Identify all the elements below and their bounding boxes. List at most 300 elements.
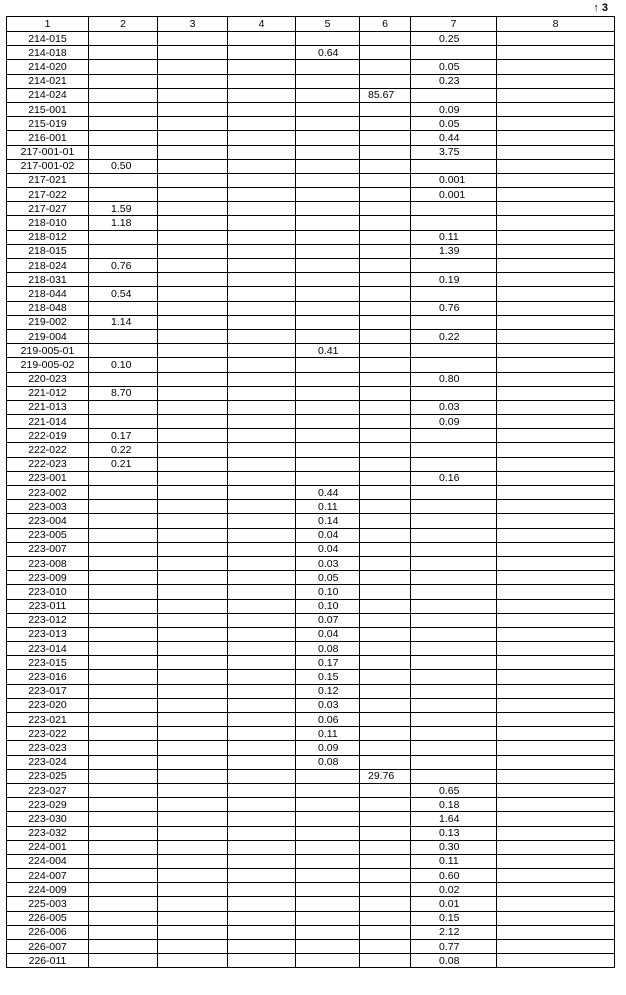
value-cell-col-4: [228, 202, 296, 216]
value-cell-col-8: [497, 769, 615, 783]
value-cell-col-3: [158, 812, 228, 826]
table-row: [7, 429, 615, 443]
value-cell-col-6: [360, 571, 411, 585]
table-row: [7, 812, 615, 826]
value-cell-col-4: [228, 145, 296, 159]
value-cell-col-3: [158, 102, 228, 116]
value-cell-col-5: 0.05: [296, 571, 360, 585]
row-code-cell: 214-018: [7, 46, 89, 60]
value-cell-col-5: [296, 230, 360, 244]
row-code-cell: 217-021: [7, 173, 89, 187]
value-cell-col-5: 0.44: [296, 486, 360, 500]
value-cell-col-6: [360, 684, 411, 698]
value-cell-col-6: [360, 159, 411, 173]
value-cell-col-3: [158, 826, 228, 840]
column-header-1: 1: [7, 17, 89, 32]
value-cell-col-4: [228, 755, 296, 769]
value-cell-col-3: [158, 429, 228, 443]
value-cell-col-5: [296, 400, 360, 414]
value-cell-col-5: [296, 244, 360, 258]
table-row: [7, 344, 615, 358]
value-cell-col-5: 0.08: [296, 642, 360, 656]
value-cell-col-7: [411, 46, 497, 60]
table-row: [7, 840, 615, 854]
value-cell-col-7: [411, 315, 497, 329]
value-cell-col-8: [497, 386, 615, 400]
value-cell-col-3: [158, 117, 228, 131]
value-cell-col-4: [228, 216, 296, 230]
value-cell-col-2: [89, 883, 158, 897]
value-cell-col-2: [89, 415, 158, 429]
value-cell-col-3: [158, 883, 228, 897]
value-cell-col-4: [228, 471, 296, 485]
value-cell-col-5: [296, 798, 360, 812]
value-cell-col-6: [360, 542, 411, 556]
table-row: [7, 883, 615, 897]
value-cell-col-2: [89, 769, 158, 783]
value-cell-col-5: [296, 202, 360, 216]
row-code-cell: 223-010: [7, 585, 89, 599]
value-cell-col-7: [411, 542, 497, 556]
table-row: [7, 670, 615, 684]
value-cell-col-8: [497, 60, 615, 74]
value-cell-col-5: 0.03: [296, 698, 360, 712]
table-body: [7, 32, 615, 968]
value-cell-col-7: [411, 159, 497, 173]
column-header-5: 5: [296, 17, 360, 32]
value-cell-col-7: 0.05: [411, 60, 497, 74]
value-cell-col-7: [411, 287, 497, 301]
value-cell-col-6: [360, 74, 411, 88]
value-cell-col-8: [497, 88, 615, 102]
value-cell-col-3: [158, 301, 228, 315]
value-cell-col-3: [158, 471, 228, 485]
table-row: [7, 627, 615, 641]
value-cell-col-6: [360, 656, 411, 670]
value-cell-col-3: [158, 556, 228, 570]
value-cell-col-7: 0.03: [411, 400, 497, 414]
value-cell-col-8: [497, 32, 615, 46]
value-cell-col-8: [497, 571, 615, 585]
table-row: [7, 684, 615, 698]
value-cell-col-4: [228, 727, 296, 741]
value-cell-col-2: [89, 273, 158, 287]
value-cell-col-4: [228, 60, 296, 74]
value-cell-col-4: [228, 244, 296, 258]
value-cell-col-6: [360, 443, 411, 457]
value-cell-col-5: [296, 940, 360, 954]
value-cell-col-4: [228, 940, 296, 954]
value-cell-col-2: [89, 826, 158, 840]
value-cell-col-2: [89, 897, 158, 911]
value-cell-col-8: [497, 713, 615, 727]
value-cell-col-5: [296, 259, 360, 273]
value-cell-col-7: [411, 358, 497, 372]
table-row: [7, 74, 615, 88]
table-row: [7, 117, 615, 131]
value-cell-col-7: 0.16: [411, 471, 497, 485]
value-cell-col-5: 0.14: [296, 514, 360, 528]
value-cell-col-2: [89, 514, 158, 528]
value-cell-col-5: 0.08: [296, 755, 360, 769]
value-cell-col-8: [497, 287, 615, 301]
value-cell-col-4: [228, 613, 296, 627]
value-cell-col-4: [228, 883, 296, 897]
value-cell-col-8: [497, 145, 615, 159]
value-cell-col-2: [89, 627, 158, 641]
value-cell-col-5: [296, 386, 360, 400]
value-cell-col-3: [158, 244, 228, 258]
value-cell-col-6: [360, 32, 411, 46]
value-cell-col-4: [228, 911, 296, 925]
value-cell-col-7: [411, 599, 497, 613]
value-cell-col-6: [360, 344, 411, 358]
value-cell-col-3: [158, 443, 228, 457]
value-cell-col-6: [360, 585, 411, 599]
table-row: [7, 188, 615, 202]
value-cell-col-8: [497, 883, 615, 897]
value-cell-col-8: [497, 627, 615, 641]
value-cell-col-2: [89, 840, 158, 854]
table-row: [7, 556, 615, 570]
table-row: [7, 713, 615, 727]
value-cell-col-8: [497, 698, 615, 712]
value-cell-col-5: [296, 372, 360, 386]
value-cell-col-7: 0.11: [411, 854, 497, 868]
value-cell-col-6: [360, 727, 411, 741]
value-cell-col-8: [497, 826, 615, 840]
value-cell-col-8: [497, 656, 615, 670]
value-cell-col-2: 0.54: [89, 287, 158, 301]
table-row: [7, 642, 615, 656]
row-code-cell: 224-007: [7, 869, 89, 883]
value-cell-col-4: [228, 670, 296, 684]
value-cell-col-4: [228, 400, 296, 414]
value-cell-col-3: [158, 925, 228, 939]
row-code-cell: 218-031: [7, 273, 89, 287]
value-cell-col-3: [158, 642, 228, 656]
row-code-cell: 219-005-02: [7, 358, 89, 372]
value-cell-col-4: [228, 897, 296, 911]
value-cell-col-6: [360, 869, 411, 883]
value-cell-col-7: [411, 627, 497, 641]
value-cell-col-3: [158, 400, 228, 414]
value-cell-col-6: [360, 940, 411, 954]
value-cell-col-3: [158, 500, 228, 514]
value-cell-col-6: [360, 599, 411, 613]
value-cell-col-7: 0.44: [411, 131, 497, 145]
value-cell-col-6: [360, 259, 411, 273]
value-cell-col-2: 1.14: [89, 315, 158, 329]
value-cell-col-8: [497, 315, 615, 329]
value-cell-col-8: [497, 74, 615, 88]
value-cell-col-6: [360, 173, 411, 187]
table-row: [7, 273, 615, 287]
row-code-cell: 223-025: [7, 769, 89, 783]
row-code-cell: 215-019: [7, 117, 89, 131]
value-cell-col-3: [158, 486, 228, 500]
value-cell-col-5: [296, 954, 360, 968]
value-cell-col-8: [497, 443, 615, 457]
value-cell-col-3: [158, 46, 228, 60]
row-code-cell: 226-005: [7, 911, 89, 925]
value-cell-col-2: [89, 911, 158, 925]
value-cell-col-6: [360, 244, 411, 258]
value-cell-col-6: [360, 713, 411, 727]
value-cell-col-5: [296, 457, 360, 471]
table-row: [7, 528, 615, 542]
value-cell-col-2: 1.18: [89, 216, 158, 230]
value-cell-col-4: [228, 528, 296, 542]
value-cell-col-2: [89, 741, 158, 755]
row-code-cell: 223-012: [7, 613, 89, 627]
row-code-cell: 214-021: [7, 74, 89, 88]
value-cell-col-3: [158, 415, 228, 429]
row-code-cell: 223-008: [7, 556, 89, 570]
value-cell-col-4: [228, 698, 296, 712]
table-row: [7, 698, 615, 712]
table-row: [7, 386, 615, 400]
value-cell-col-5: [296, 471, 360, 485]
row-code-cell: 218-024: [7, 259, 89, 273]
value-cell-col-5: [296, 911, 360, 925]
value-cell-col-5: [296, 897, 360, 911]
value-cell-col-7: [411, 457, 497, 471]
value-cell-col-8: [497, 741, 615, 755]
value-cell-col-7: [411, 585, 497, 599]
value-cell-col-8: [497, 755, 615, 769]
row-code-cell: 217-022: [7, 188, 89, 202]
value-cell-col-8: [497, 812, 615, 826]
value-cell-col-7: 0.77: [411, 940, 497, 954]
value-cell-col-6: [360, 216, 411, 230]
value-cell-col-8: [497, 500, 615, 514]
value-cell-col-6: [360, 386, 411, 400]
value-cell-col-4: [228, 386, 296, 400]
value-cell-col-3: [158, 216, 228, 230]
table-row: [7, 32, 615, 46]
value-cell-col-4: [228, 954, 296, 968]
value-cell-col-4: [228, 514, 296, 528]
value-cell-col-3: [158, 656, 228, 670]
value-cell-col-2: [89, 556, 158, 570]
column-header-4: 4: [228, 17, 296, 32]
value-cell-col-7: [411, 571, 497, 585]
value-cell-col-7: [411, 755, 497, 769]
value-cell-col-3: [158, 173, 228, 187]
column-header-8: 8: [497, 17, 615, 32]
value-cell-col-3: [158, 769, 228, 783]
table-row: [7, 486, 615, 500]
value-cell-col-8: [497, 244, 615, 258]
value-cell-col-8: [497, 429, 615, 443]
row-code-cell: 223-020: [7, 698, 89, 712]
table-row: [7, 741, 615, 755]
value-cell-col-6: [360, 230, 411, 244]
value-cell-col-3: [158, 188, 228, 202]
value-cell-col-7: [411, 429, 497, 443]
value-cell-col-2: [89, 88, 158, 102]
row-code-cell: 223-032: [7, 826, 89, 840]
value-cell-col-3: [158, 159, 228, 173]
value-cell-col-5: [296, 131, 360, 145]
table-row: [7, 145, 615, 159]
value-cell-col-5: [296, 925, 360, 939]
value-cell-col-6: [360, 457, 411, 471]
value-cell-col-2: [89, 656, 158, 670]
value-cell-col-6: [360, 783, 411, 797]
value-cell-col-7: 0.13: [411, 826, 497, 840]
value-cell-col-7: 0.76: [411, 301, 497, 315]
value-cell-col-8: [497, 897, 615, 911]
table-row: [7, 585, 615, 599]
column-header-6: 6: [360, 17, 411, 32]
value-cell-col-5: 0.64: [296, 46, 360, 60]
table-row: [7, 216, 615, 230]
value-cell-col-5: 0.03: [296, 556, 360, 570]
row-code-cell: 223-021: [7, 713, 89, 727]
value-cell-col-4: [228, 358, 296, 372]
value-cell-col-3: [158, 358, 228, 372]
value-cell-col-4: [228, 556, 296, 570]
value-cell-col-3: [158, 230, 228, 244]
value-cell-col-2: [89, 46, 158, 60]
row-code-cell: 224-009: [7, 883, 89, 897]
value-cell-col-4: [228, 642, 296, 656]
value-cell-col-2: [89, 500, 158, 514]
value-cell-col-6: [360, 471, 411, 485]
value-cell-col-7: [411, 514, 497, 528]
table-row: [7, 656, 615, 670]
value-cell-col-4: [228, 869, 296, 883]
value-cell-col-8: [497, 329, 615, 343]
table-row: [7, 173, 615, 187]
value-cell-col-7: [411, 727, 497, 741]
table-row: [7, 755, 615, 769]
value-cell-col-7: [411, 769, 497, 783]
value-cell-col-8: [497, 173, 615, 187]
table-row: [7, 954, 615, 968]
row-code-cell: 221-014: [7, 415, 89, 429]
table-row: [7, 542, 615, 556]
value-cell-col-6: [360, 415, 411, 429]
row-code-cell: 217-001-02: [7, 159, 89, 173]
value-cell-col-4: [228, 741, 296, 755]
value-cell-col-3: [158, 542, 228, 556]
value-cell-col-6: [360, 46, 411, 60]
value-cell-col-5: [296, 159, 360, 173]
value-cell-col-2: [89, 344, 158, 358]
value-cell-col-7: 0.18: [411, 798, 497, 812]
value-cell-col-2: 1.59: [89, 202, 158, 216]
value-cell-col-3: [158, 344, 228, 358]
value-cell-col-5: [296, 287, 360, 301]
value-cell-col-3: [158, 145, 228, 159]
value-cell-col-8: [497, 798, 615, 812]
value-cell-col-5: 0.12: [296, 684, 360, 698]
value-cell-col-7: [411, 216, 497, 230]
value-cell-col-2: [89, 783, 158, 797]
value-cell-col-2: [89, 60, 158, 74]
value-cell-col-7: [411, 88, 497, 102]
row-code-cell: 222-023: [7, 457, 89, 471]
value-cell-col-4: [228, 713, 296, 727]
value-cell-col-2: [89, 145, 158, 159]
value-cell-col-6: [360, 954, 411, 968]
table-row: [7, 571, 615, 585]
value-cell-col-5: [296, 315, 360, 329]
value-cell-col-5: [296, 869, 360, 883]
value-cell-col-4: [228, 429, 296, 443]
value-cell-col-6: [360, 429, 411, 443]
value-cell-col-8: [497, 514, 615, 528]
value-cell-col-8: [497, 216, 615, 230]
value-cell-col-7: [411, 741, 497, 755]
value-cell-col-2: [89, 528, 158, 542]
value-cell-col-7: 0.05: [411, 117, 497, 131]
value-cell-col-3: [158, 954, 228, 968]
value-cell-col-3: [158, 88, 228, 102]
value-cell-col-3: [158, 869, 228, 883]
value-cell-col-6: [360, 812, 411, 826]
value-cell-col-3: [158, 329, 228, 343]
table-row: [7, 471, 615, 485]
value-cell-col-4: [228, 102, 296, 116]
row-code-cell: 223-009: [7, 571, 89, 585]
value-cell-col-5: 0.04: [296, 528, 360, 542]
value-cell-col-3: [158, 613, 228, 627]
row-code-cell: 223-023: [7, 741, 89, 755]
value-cell-col-3: [158, 599, 228, 613]
value-cell-col-4: [228, 259, 296, 273]
value-cell-col-8: [497, 301, 615, 315]
value-cell-col-6: 85.67: [360, 88, 411, 102]
value-cell-col-6: [360, 883, 411, 897]
value-cell-col-8: [497, 869, 615, 883]
value-cell-col-5: 0.06: [296, 713, 360, 727]
value-cell-col-7: 1.64: [411, 812, 497, 826]
value-cell-col-7: 0.09: [411, 415, 497, 429]
value-cell-col-6: 29.76: [360, 769, 411, 783]
value-cell-col-6: [360, 755, 411, 769]
row-code-cell: 223-022: [7, 727, 89, 741]
row-code-cell: 218-015: [7, 244, 89, 258]
value-cell-col-6: [360, 840, 411, 854]
value-cell-col-4: [228, 117, 296, 131]
row-code-cell: 214-015: [7, 32, 89, 46]
table-row: [7, 727, 615, 741]
value-cell-col-4: [228, 656, 296, 670]
value-cell-col-8: [497, 273, 615, 287]
value-cell-col-6: [360, 287, 411, 301]
value-cell-col-2: [89, 727, 158, 741]
value-cell-col-6: [360, 60, 411, 74]
table-row: [7, 415, 615, 429]
value-cell-col-6: [360, 854, 411, 868]
row-code-cell: 223-014: [7, 642, 89, 656]
value-cell-col-5: 0.04: [296, 627, 360, 641]
value-cell-col-7: [411, 556, 497, 570]
value-cell-col-5: 0.09: [296, 741, 360, 755]
value-cell-col-5: [296, 74, 360, 88]
table-row: [7, 287, 615, 301]
value-cell-col-8: [497, 556, 615, 570]
table-row: [7, 358, 615, 372]
value-cell-col-2: 8.70: [89, 386, 158, 400]
value-cell-col-7: 3.75: [411, 145, 497, 159]
value-cell-col-7: 0.01: [411, 897, 497, 911]
value-cell-col-2: 0.50: [89, 159, 158, 173]
